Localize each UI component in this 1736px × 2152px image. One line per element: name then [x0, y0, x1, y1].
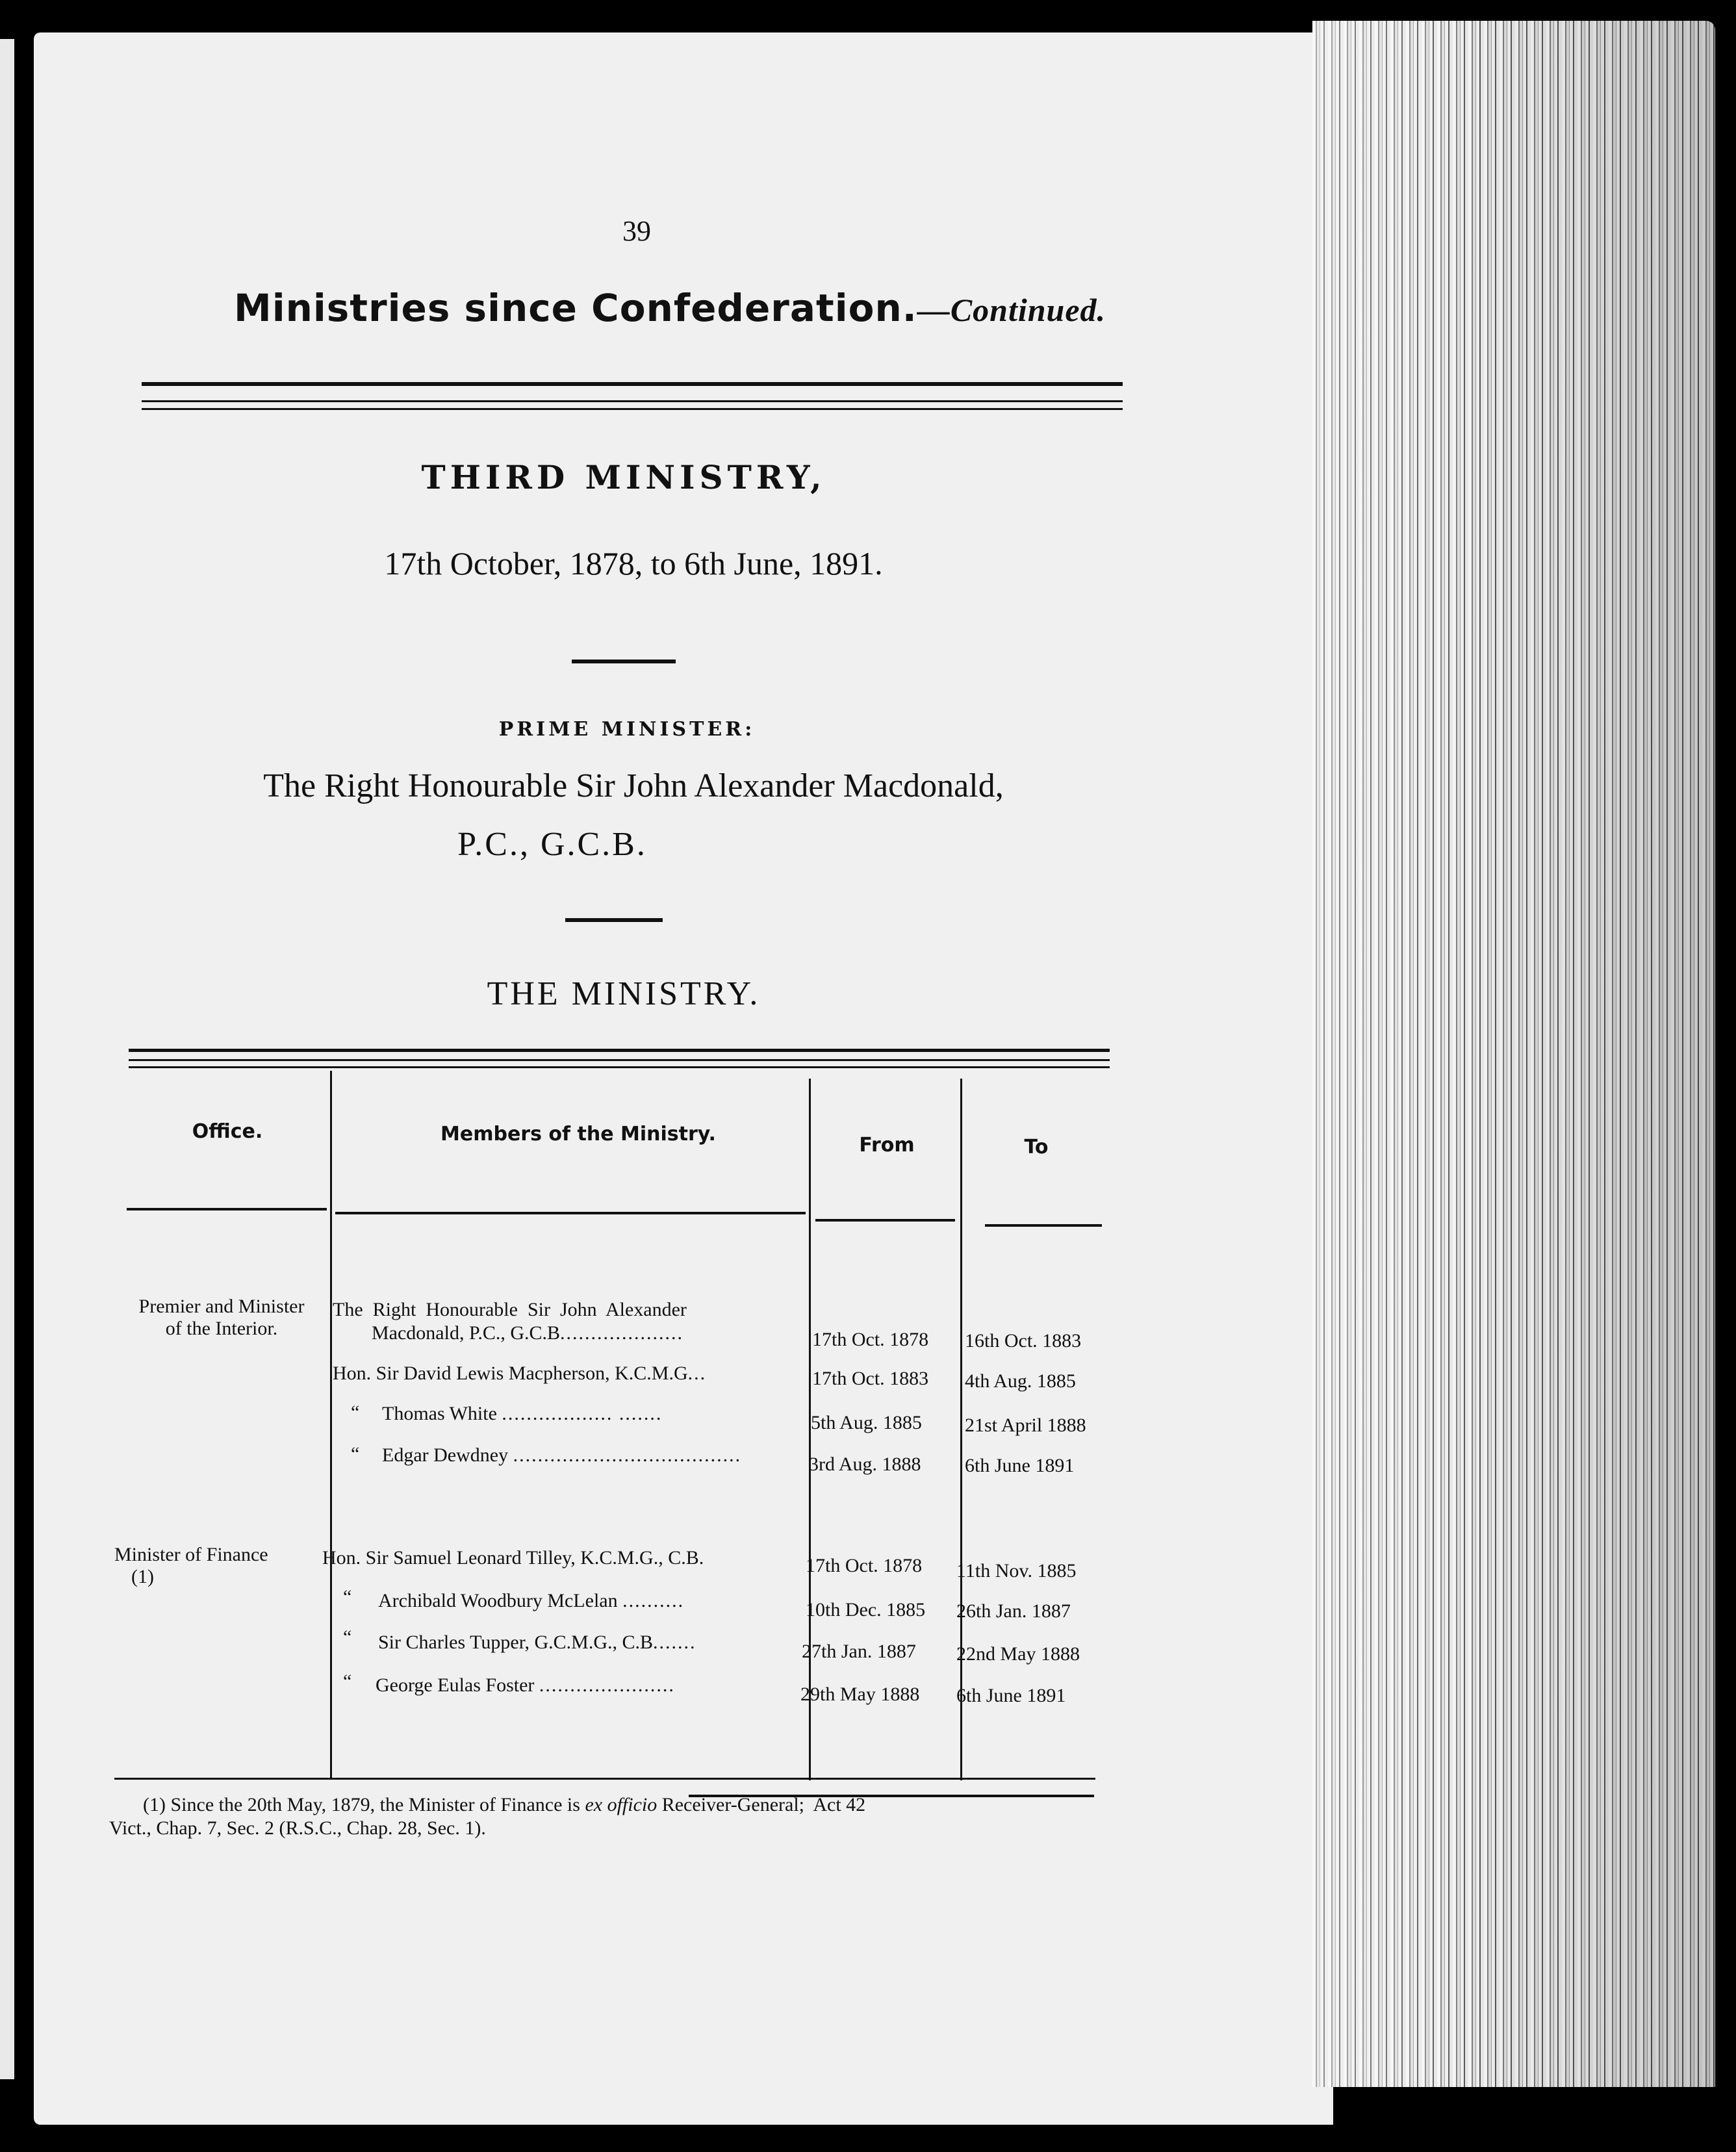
member-name-text: Hon. Sir Samuel Leonard Tilley, K.C.M.G., C.B.: [322, 1547, 704, 1569]
office-cell: [114, 1544, 322, 1588]
dot-leader: ..........: [622, 1590, 685, 1611]
footnote-text: Receiver-General; Act 42: [657, 1794, 866, 1815]
header-underline: [985, 1224, 1102, 1227]
ditto-mark: “: [343, 1671, 352, 1692]
table-top-rule-2: [129, 1059, 1110, 1061]
running-head-continued: —Continued.: [917, 292, 1106, 328]
short-rule: [565, 918, 663, 922]
prime-minister-honours: P.C., G.C.B.: [457, 826, 647, 863]
footnote-line-2: Vict., Chap. 7, Sec. 2 (R.S.C., Chap. 28, Sec. 1).: [109, 1817, 486, 1839]
double-rule-top-thin: [142, 400, 1123, 402]
ditto-mark: “: [343, 1586, 352, 1608]
dot-leader: .....................................: [513, 1444, 742, 1466]
member-name: [333, 1362, 706, 1385]
dot-leader: .......: [653, 1632, 696, 1653]
to-date: 26th Jan. 1887: [956, 1600, 1071, 1622]
from-date: 29th May 1888: [800, 1684, 920, 1705]
ditto-mark: “: [351, 1402, 360, 1423]
to-date: 21st April 1888: [965, 1415, 1086, 1436]
member-name-text: Thomas White: [382, 1403, 497, 1424]
member-name: [376, 1674, 675, 1697]
column-header-from: From: [859, 1134, 915, 1157]
prime-minister-name: The Right Honourable Sir John Alexander Macdonald,: [263, 767, 1004, 804]
to-date: 22nd May 1888: [956, 1643, 1080, 1665]
column-header-office: Office.: [192, 1120, 263, 1143]
from-date: 17th Oct. 1878: [812, 1329, 929, 1350]
member-name: [372, 1322, 683, 1345]
column-header-to: To: [1024, 1136, 1049, 1159]
member-name: [378, 1589, 684, 1613]
dot-leader: .................. .......: [502, 1403, 663, 1424]
double-rule-top: [142, 382, 1123, 386]
office-line: of the Interior.: [165, 1318, 278, 1339]
member-name: [322, 1546, 704, 1570]
footnote-italic: ex officio: [585, 1794, 657, 1815]
dot-leader: ...: [687, 1363, 707, 1384]
from-date: 10th Dec. 1885: [806, 1599, 926, 1620]
running-head-title: Ministries since Confederation.: [234, 286, 917, 330]
member-name-text: George Eulas Foster: [376, 1674, 535, 1696]
dot-leader: ......................: [539, 1674, 675, 1696]
ministry-table-title: THE MINISTRY.: [487, 975, 761, 1012]
to-date: 11th Nov. 1885: [956, 1560, 1077, 1582]
ministry-heading: THIRD MINISTRY,: [421, 458, 826, 496]
office-line: Premier and Minister: [138, 1296, 305, 1317]
from-date: 17th Oct. 1883: [812, 1368, 929, 1389]
table-bottom-rule: [114, 1778, 1095, 1780]
header-underline: [127, 1208, 327, 1210]
member-name: [382, 1444, 741, 1467]
office-line: Minister of Finance: [114, 1544, 268, 1565]
to-date: 6th June 1891: [965, 1455, 1075, 1476]
from-date: 27th Jan. 1887: [802, 1641, 916, 1662]
header-underline: [335, 1212, 806, 1214]
member-name: [382, 1402, 662, 1426]
dot-leader: ....................: [560, 1322, 684, 1344]
member-name-text: Hon. Sir David Lewis Macpherson, K.C.M.G: [333, 1363, 688, 1384]
table-top-rule-3: [129, 1066, 1110, 1068]
short-rule: [572, 660, 676, 663]
office-cell: [118, 1296, 325, 1340]
member-name-text: Archibald Woodbury McLelan: [378, 1590, 618, 1611]
page-number: 39: [622, 215, 651, 247]
to-date: 4th Aug. 1885: [965, 1370, 1076, 1392]
ditto-mark: “: [343, 1626, 352, 1648]
member-name-text: Edgar Dewdney: [382, 1444, 509, 1466]
to-date: 16th Oct. 1883: [965, 1330, 1082, 1351]
header-underline: [815, 1219, 955, 1222]
footnote-line-1: [109, 1793, 1103, 1817]
footnote: [109, 1793, 1103, 1840]
table-top-rule: [129, 1049, 1110, 1052]
member-name: [378, 1631, 696, 1654]
ditto-mark: “: [351, 1443, 360, 1465]
member-name-text: Macdonald, P.C., G.C.B: [372, 1322, 561, 1344]
running-head: [234, 286, 1106, 330]
column-separator: [330, 1071, 332, 1778]
member-line: The Right Honourable Sir John Alexander: [333, 1299, 687, 1320]
office-line: (1): [131, 1566, 154, 1587]
footnote-text: (1) Since the 20th May, 1879, the Minister of Finance is: [143, 1794, 585, 1815]
member-name-text: Sir Charles Tupper, G.C.M.G., C.B: [378, 1632, 654, 1653]
column-header-members: Members of the Ministry.: [440, 1123, 716, 1146]
from-date: 17th Oct. 1878: [806, 1555, 923, 1576]
double-rule-top-thin-2: [142, 408, 1123, 410]
to-date: 6th June 1891: [956, 1685, 1066, 1706]
from-date: 5th Aug. 1885: [811, 1412, 922, 1433]
prime-minister-label: PRIME MINISTER:: [498, 718, 756, 741]
from-date: 3rd Aug. 1888: [809, 1454, 921, 1475]
ministry-dates: 17th October, 1878, to 6th June, 1891.: [384, 545, 883, 582]
column-separator: [960, 1079, 962, 1780]
